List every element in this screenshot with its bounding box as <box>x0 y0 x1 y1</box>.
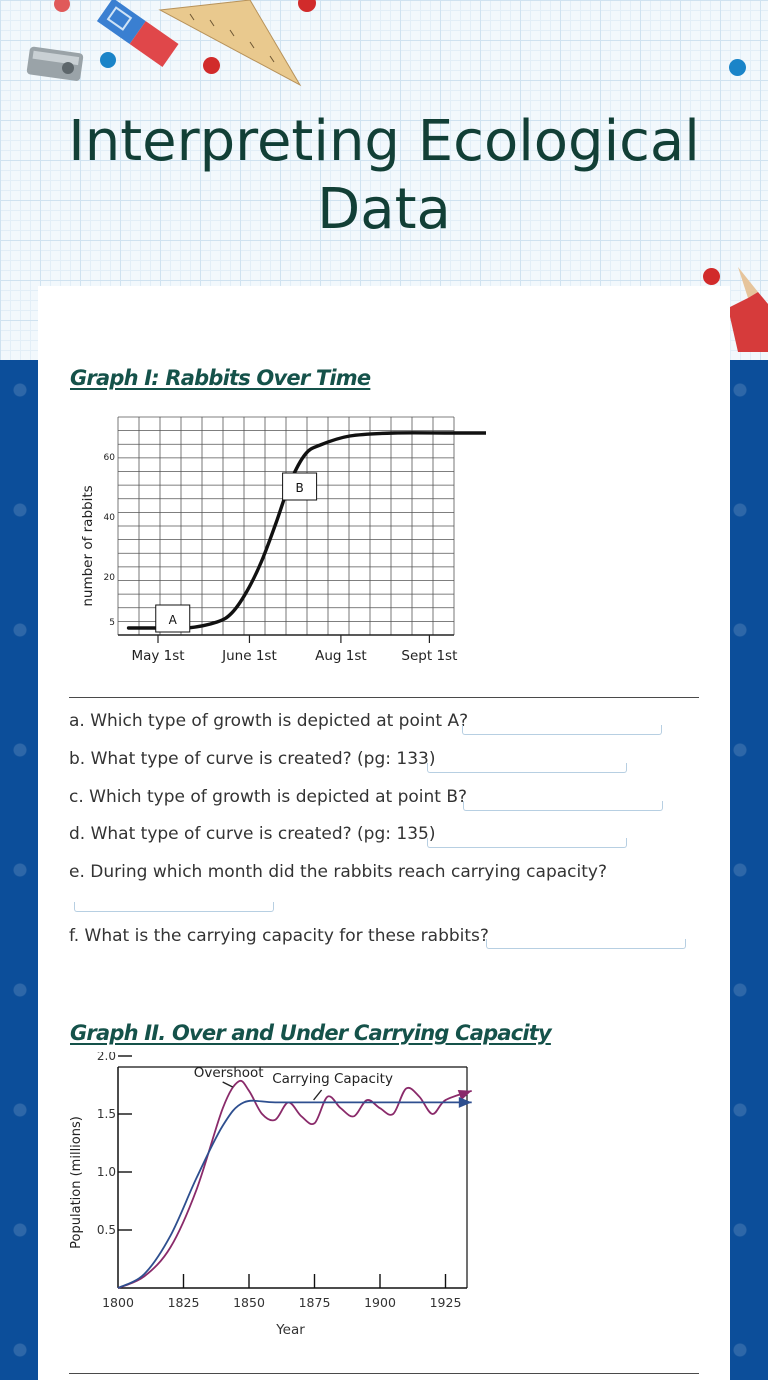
answer-blank-d[interactable] <box>427 838 627 848</box>
blue-dot <box>100 52 116 68</box>
y-tick-label: 20 <box>103 573 115 583</box>
y-tick-label: 5 <box>109 618 115 628</box>
x-tick-label: 1925 <box>429 1295 462 1310</box>
graph1-heading: Graph I: Rabbits Over Time <box>70 366 371 390</box>
answer-blank-a[interactable] <box>462 725 662 735</box>
series-line <box>118 1081 472 1288</box>
divider <box>69 697 699 698</box>
question-e: e. During which month did the rabbits reach carrying capacity? <box>69 862 607 882</box>
question-b: b. What type of curve is created? (pg: 133) <box>69 749 436 769</box>
y-tick-label: 2.0 <box>96 1052 116 1063</box>
sharpener-icon <box>24 40 88 90</box>
x-tick-label: 1875 <box>298 1295 331 1310</box>
y-tick-label: 60 <box>103 453 115 463</box>
series-arrowhead <box>459 1097 472 1108</box>
ruler-icon <box>150 0 310 90</box>
graph1-chart <box>76 405 486 675</box>
question-a: a. Which type of growth is depicted at point A? <box>69 711 469 731</box>
y-tick-label: 1.5 <box>96 1107 116 1121</box>
question-c: c. Which type of growth is depicted at point B? <box>69 787 468 807</box>
answer-blank-e[interactable] <box>74 902 274 912</box>
graph2-heading: Graph II. Over and Under Carrying Capacity <box>70 1021 551 1045</box>
x-tick-label: June 1st <box>222 648 277 664</box>
y-tick-label: 40 <box>103 513 115 523</box>
x-tick-label: 1850 <box>233 1295 265 1310</box>
red-dot <box>203 57 220 74</box>
x-tick-label: 1825 <box>167 1295 200 1310</box>
point-label: A <box>168 613 177 627</box>
y-axis-label: Population (millions) <box>69 1116 84 1249</box>
page-title-line-1: Interpreting Ecological <box>68 109 700 174</box>
x-tick-label: Sept 1st <box>401 648 458 664</box>
divider-bottom <box>69 1373 699 1374</box>
pencil-icon <box>728 262 768 352</box>
page-title-line-2: Data <box>317 177 451 242</box>
x-tick-label: May 1st <box>131 648 185 664</box>
annotation-pointer <box>314 1090 322 1100</box>
red-dot <box>703 268 720 285</box>
page-title <box>0 108 768 244</box>
series-line <box>118 1101 472 1288</box>
question-f: f. What is the carrying capacity for these rabbits? <box>69 926 489 946</box>
question-d: d. What type of curve is created? (pg: 135) <box>69 824 436 844</box>
x-tick-label: 1900 <box>364 1295 396 1310</box>
x-tick-label: Aug 1st <box>315 648 367 664</box>
answer-blank-c[interactable] <box>463 801 663 811</box>
y-tick-label: 1.0 <box>96 1165 116 1179</box>
y-tick-label: 0.5 <box>96 1223 116 1237</box>
x-axis-label: Year <box>276 1322 305 1338</box>
point-label: B <box>295 481 304 495</box>
graph2-chart <box>64 1052 484 1347</box>
annotation-carrying-capacity: Carrying Capacity <box>272 1071 393 1087</box>
x-tick-label: 1800 <box>102 1295 134 1310</box>
answer-blank-b[interactable] <box>427 763 627 773</box>
annotation-overshoot: Overshoot <box>193 1065 264 1081</box>
y-axis-label: number of rabbits <box>80 485 96 607</box>
annotation-pointer <box>223 1082 233 1087</box>
answer-blank-f[interactable] <box>486 939 686 949</box>
blue-dot <box>729 59 746 76</box>
